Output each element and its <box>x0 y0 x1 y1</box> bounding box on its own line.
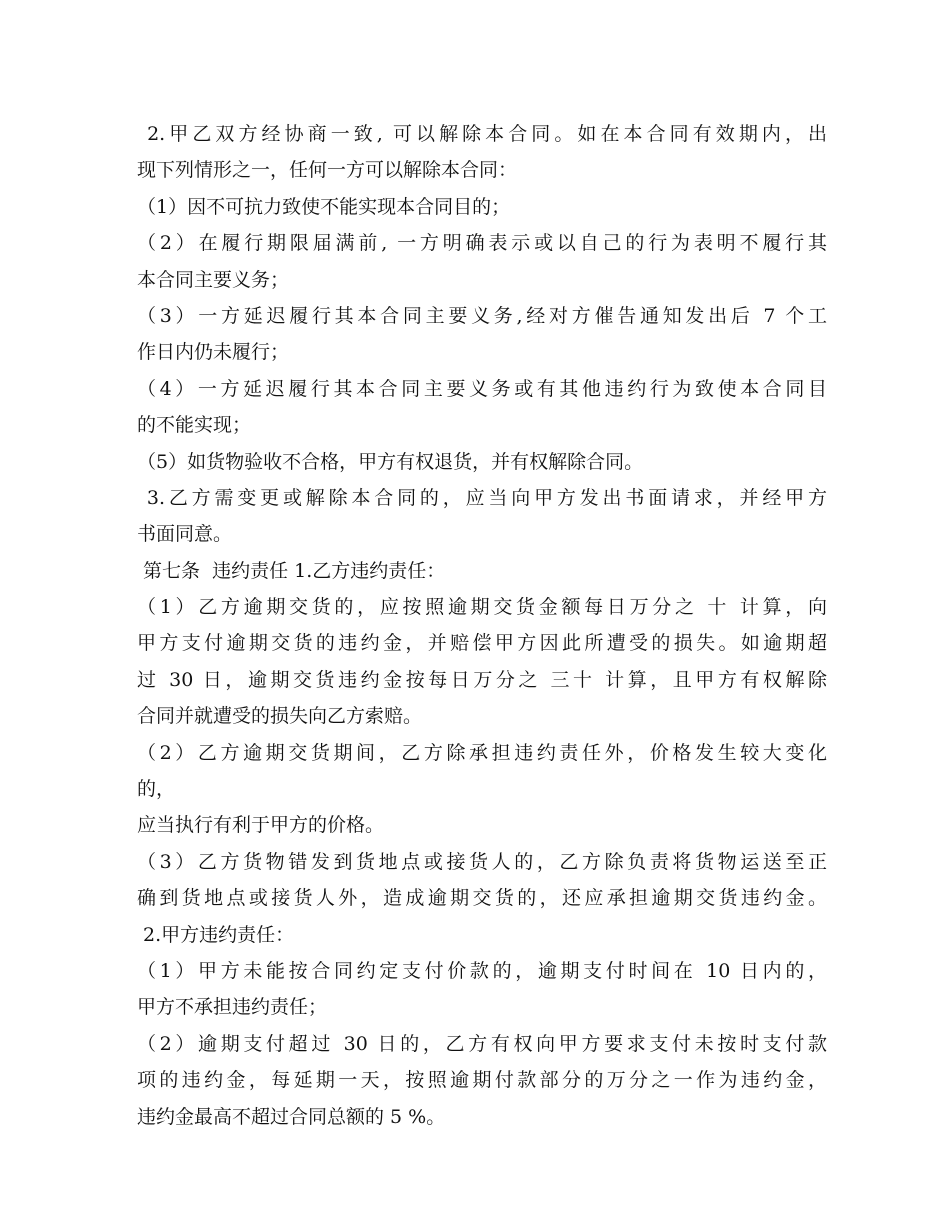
section-heading: 第七条 违约责任 1.乙方违约责任： <box>137 559 446 582</box>
text-line: 2.甲方违约责任： <box>137 923 295 946</box>
text-line: 的， <box>137 778 176 801</box>
text-line: 合同并就遭受的损失向乙方索赔。 <box>137 705 423 728</box>
text-line: （3）乙方货物错发到货地点或接货人的，乙方除负责将货物运送至正 <box>137 850 827 873</box>
text-line: 甲方不承担违约责任； <box>137 996 328 1019</box>
text-line: 作日内仍未履行； <box>137 341 290 364</box>
text-line: （2）逾期支付超过 30 日的，乙方有权向甲方要求支付未按时支付款 <box>137 1032 827 1055</box>
text-line: （4）一方延迟履行其本合同主要义务或有其他违约行为致使本合同目 <box>137 377 827 400</box>
text-line: 项的违约金，每延期一天，按照逾期付款部分的万分之一作为违约金， <box>137 1069 827 1092</box>
text-line: （3）一方延迟履行其本合同主要义务,经对方催告通知发出后 7 个工 <box>137 304 827 327</box>
text-line: （1）因不可抗力致使不能实现本合同目的； <box>137 195 511 218</box>
text-line: （2）乙方逾期交货期间，乙方除承担违约责任外，价格发生较大变化 <box>137 741 827 764</box>
contract-text-body <box>137 116 827 1135</box>
text-line: 甲方支付逾期交货的违约金，并赔偿甲方因此所遭受的损失。如逾期超 <box>137 632 827 655</box>
text-line: （1）乙方逾期交货的，应按照逾期交货金额每日万分之 十 计算，向 <box>137 596 827 619</box>
text-line: 应当执行有利于甲方的价格。 <box>137 814 385 837</box>
text-line: （2）在履行期限届满前, 一方明确表示或以自己的行为表明不履行其 <box>137 232 827 255</box>
text-line: 本合同主要义务； <box>137 268 290 291</box>
text-line: 书面同意。 <box>137 523 233 546</box>
text-line: 过 30 日，逾期交货违约金按每日万分之 三十 计算，且甲方有权解除 <box>137 668 827 691</box>
text-line: 确到货地点或接货人外，造成逾期交货的，还应承担逾期交货违约金。 <box>137 887 827 910</box>
text-line: （5）如货物验收不合格，甲方有权退货，并有权解除合同。 <box>137 450 644 473</box>
text-line: 违约金最高不超过合同总额的 5 %。 <box>137 1105 446 1128</box>
text-line: 3.乙方需变更或解除本合同的，应当向甲方发出书面请求，并经甲方 <box>137 486 827 509</box>
text-line: 2.甲乙双方经协商一致, 可以解除本合同。如在本合同有效期内，出 <box>137 123 827 145</box>
text-line: 现下列情形之一，任何一方可以解除本合同： <box>137 159 518 182</box>
text-line: （1）甲方未能按合同约定支付价款的，逾期支付时间在 10 日内的， <box>137 959 827 982</box>
text-line: 的不能实现； <box>137 414 252 437</box>
